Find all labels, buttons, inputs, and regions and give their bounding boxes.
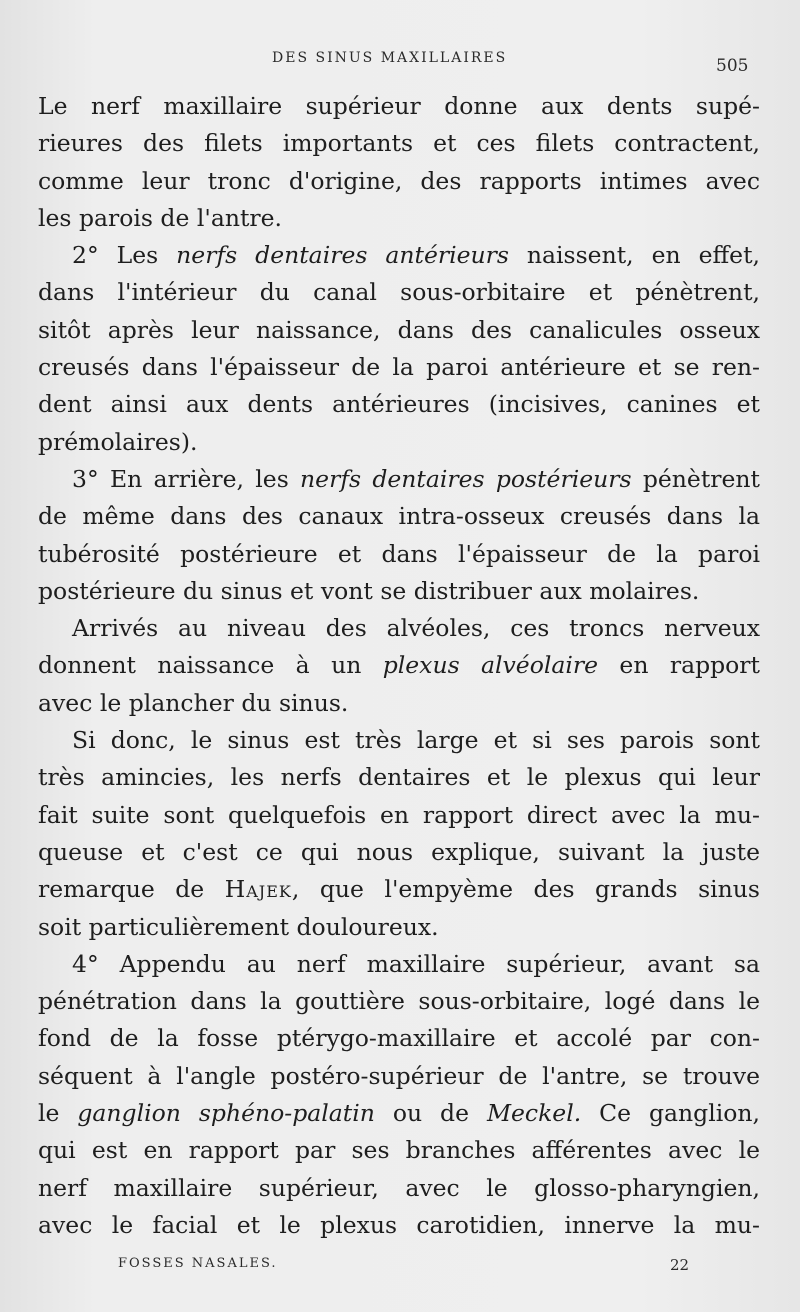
- running-title: DES SINUS MAXILLAIRES: [272, 50, 508, 66]
- text-line: de même dans des canaux intra-osseux creusés dans la: [38, 502, 760, 531]
- text-line: sitôt après leur naissance, dans des canalicules osseux: [38, 315, 760, 344]
- running-head: [0, 50, 800, 74]
- text-line: prémolaires).: [38, 427, 198, 456]
- text-line: les parois de l'antre.: [38, 203, 283, 232]
- text-line: tubérosité postérieure et dans l'épaisseur de la paroi: [38, 539, 760, 568]
- text-line: très amincies, les nerfs dentaires et le plexus qui leur: [38, 763, 760, 792]
- italic-term: nerfs dentaires antérieurs: [176, 241, 509, 270]
- text-line: 2° Les nerfs dentaires antérieurs naissent, en effet,: [72, 241, 760, 270]
- italic-term: Meckel.: [486, 1099, 582, 1128]
- text-line: qui est en rapport par ses branches afférentes avec le: [38, 1136, 760, 1165]
- text-line: Le nerf maxillaire supérieur donne aux dents supé-: [38, 92, 760, 120]
- signature-mark: FOSSES NASALES.: [118, 1256, 278, 1271]
- text-line: avec le facial et le plexus carotidien, innerve la mu-: [38, 1210, 760, 1239]
- text-line: postérieure du sinus et vont se distribuer aux molaires.: [38, 576, 700, 605]
- italic-term: plexus alvéolaire: [382, 651, 599, 680]
- italic-term: ganglion sphéno-palatin: [77, 1099, 375, 1128]
- body-text: [38, 88, 760, 1244]
- text-line: remarque de Hajek, que l'empyème des grands sinus: [38, 875, 760, 904]
- text-line: dent ainsi aux dents antérieures (incisives, canines et: [38, 390, 760, 419]
- text-line: fond de la fosse ptérygo-maxillaire et accolé par con-: [38, 1024, 760, 1053]
- text-line: rieures des filets importants et ces filets contractent,: [38, 129, 760, 158]
- text-line: fait suite sont quelquefois en rapport direct avec la mu-: [38, 800, 760, 829]
- text-line: nerf maxillaire supérieur, avec le glosso-pharyngien,: [38, 1173, 760, 1202]
- text-line: Si donc, le sinus est très large et si ses parois sont: [72, 726, 760, 755]
- text-line: soit particulièrement douloureux.: [38, 912, 439, 941]
- text-line: dans l'intérieur du canal sous-orbitaire et pénètrent,: [38, 278, 760, 307]
- text-line: 4° Appendu au nerf maxillaire supérieur, avant sa: [72, 949, 760, 978]
- author-name: Hajek: [224, 875, 292, 904]
- italic-term: nerfs dentaires postérieurs: [300, 464, 632, 493]
- page-number: 505: [716, 56, 749, 76]
- text-line: donnent naissance à un plexus alvéolaire en rapport: [38, 651, 760, 680]
- text-line: Arrivés au niveau des alvéoles, ces troncs nerveux: [72, 614, 760, 643]
- text-line: le ganglion sphéno-palatin ou de Meckel. Ce ganglion,: [38, 1099, 760, 1128]
- page-footer: [0, 1256, 800, 1280]
- text-line: queuse et c'est ce qui nous explique, suivant la juste: [38, 837, 760, 866]
- text-line: creusés dans l'épaisseur de la paroi antérieure et se ren-: [38, 353, 760, 382]
- text-line: avec le plancher du sinus.: [38, 688, 349, 717]
- text-line: pénétration dans la gouttière sous-orbitaire, logé dans le: [38, 987, 760, 1016]
- text-line: 3° En arrière, les nerfs dentaires postérieurs pénètrent: [72, 464, 760, 493]
- text-line: comme leur tronc d'origine, des rapports intimes avec: [38, 166, 760, 195]
- sheet-number: 22: [670, 1256, 690, 1274]
- text-line: séquent à l'angle postéro-supérieur de l'antre, se trouve: [38, 1061, 760, 1090]
